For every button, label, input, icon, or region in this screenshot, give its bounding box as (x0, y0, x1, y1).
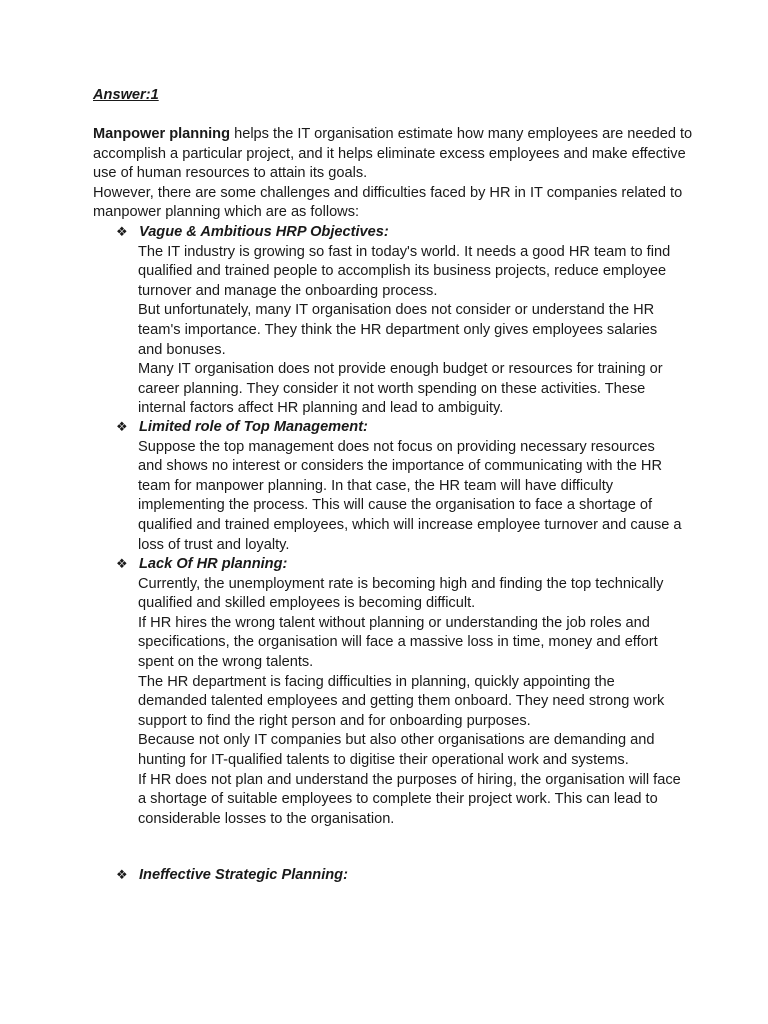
section-paragraph: The IT industry is growing so fast in today's world. It needs a good HR team to find qualified and trained people to accomplish its business projects, reduce employee turnover and manage the onboarding process. (138, 243, 671, 299)
intro-block (93, 125, 693, 223)
intro-paragraph-2: However, there are some challenges and difficulties faced by HR in IT companies related to manpower planning which are as follows: (93, 184, 683, 221)
section-title: Limited role of Top Management: (139, 419, 368, 435)
section-lack-hr-planning (0, 555, 768, 829)
section-title: Ineffective Strategic Planning: (139, 867, 348, 883)
section-paragraph: Because not only IT companies but also other organisations are demanding and hunting for IT-qualified talents to digitise their operational work and systems. (138, 732, 655, 768)
diamond-bullet-icon: ❖ (116, 557, 128, 572)
section-paragraph: Suppose the top management does not focus on providing necessary resources and shows no interest or considers the importance of communicating with the HR team for manpower planning. In that case, the HR team will have difficulty implementing the process. This will cause the organisation to face a shortage of qualified and trained employees, which will increase employee turnover and cause a loss of trust and loyalty. (138, 438, 682, 553)
intro-lead-rest: helps the IT organisation estimate how many employees are needed to accomplish a particular project, and it helps eliminate excess employees and make effective use of human resources to attain its goals. (93, 126, 693, 182)
section-body (138, 438, 683, 556)
intro-lead-bold: Manpower planning (93, 126, 231, 142)
intro-paragraph (93, 125, 693, 184)
section-top-management (0, 418, 768, 555)
section-paragraph: If HR hires the wrong talent without planning or understanding the job roles and specifications, the organisation will face a massive loss in time, money and effort spent on the wrong talents. (138, 614, 658, 670)
section-paragraph: The HR department is facing difficulties in planning, quickly appointing the demanded talented employees and getting them onboard. They need strong work support to find the right person and for onboarding purposes. (138, 673, 665, 729)
section-paragraph: But unfortunately, many IT organisation does not consider or understand the HR team's importance. They think the HR department only gives employees salaries and bonuses. (138, 302, 658, 358)
section-paragraph: Many IT organisation does not provide enough budget or resources for training or career planning. They consider it not worth spending on these activities. These internal factors affect HR planning and lead to ambiguity. (138, 361, 663, 417)
section-strategic-planning (0, 866, 768, 886)
section-body (138, 575, 683, 830)
section-title-row (0, 223, 768, 243)
diamond-bullet-icon: ❖ (116, 420, 128, 435)
diamond-bullet-icon: ❖ (116, 868, 128, 883)
section-body (138, 243, 683, 419)
section-title-row (0, 866, 768, 886)
section-title: Vague & Ambitious HRP Objectives: (139, 224, 389, 240)
section-title: Lack Of HR planning: (139, 556, 288, 572)
section-vague-objectives (0, 223, 768, 419)
section-title-row (0, 555, 768, 575)
section-paragraph: Currently, the unemployment rate is becoming high and finding the top technically qualified and skilled employees is becoming difficult. (138, 575, 664, 612)
answer-heading: Answer:1 (93, 87, 159, 103)
section-paragraph: If HR does not plan and understand the purposes of hiring, the organisation will face a shortage of suitable employees to complete their project work. This can lead to considerable losses to the organisation. (138, 771, 681, 827)
section-title-row (0, 418, 768, 438)
diamond-bullet-icon: ❖ (116, 225, 128, 240)
